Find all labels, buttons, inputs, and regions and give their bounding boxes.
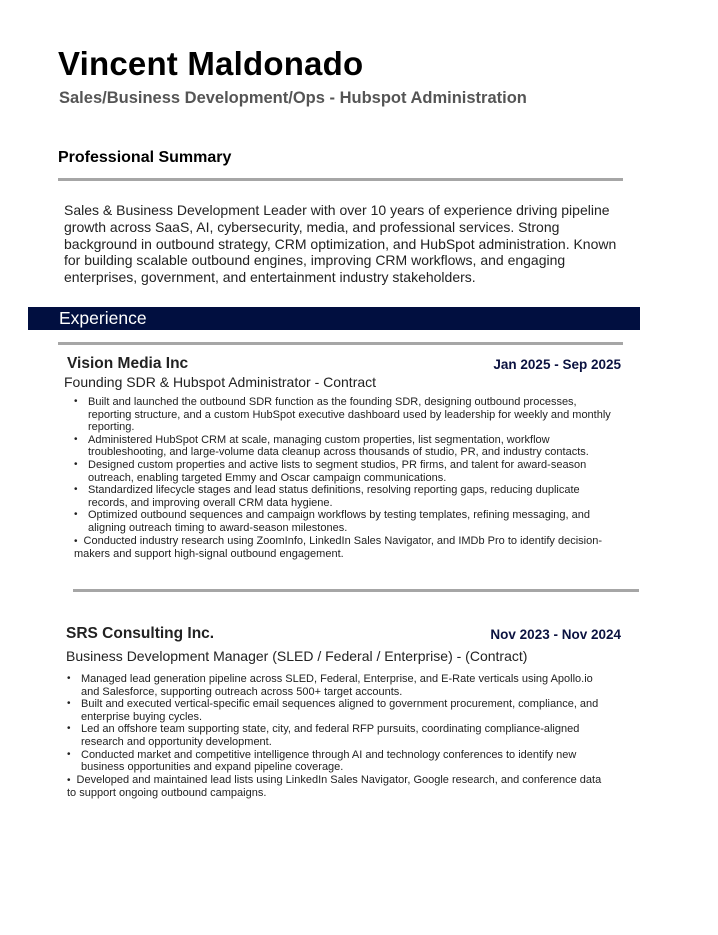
job-bullet: • Built and launched the outbound SDR function as the founding SDR, designing outbound processes, reporting structure, and a custom HubSpot executive dashboard used by leadership for weekly and monthly reporting. — [74, 396, 611, 434]
experience-section-band — [28, 307, 640, 330]
summary-text: Sales & Business Development Leader with over 10 years of experience driving pipeline growth across SaaS, AI, cybersecurity, media, and professional services. Strong background in outbound strategy, CRM optimization, and HubSpot administration. Known for building scalable outbound engines, improving CRM workflows, and engaging enterprises, government, and entertainment industry stakeholders. — [64, 202, 617, 286]
bullet-icon: • — [67, 748, 71, 760]
job-bullet: • Led an offshore team supporting state, city, and federal RFP pursuits, coordinating compliance-aligned research and opportunity development. — [67, 723, 580, 748]
job-bullet: • Managed lead generation pipeline across SLED, Federal, Enterprise, and E-Rate verticals using Apollo.io and Salesforce, supporting outreach across 500+ target accounts. — [67, 673, 593, 698]
summary-heading: Professional Summary — [58, 149, 232, 166]
candidate-subtitle: Sales/Business Development/Ops - Hubspot Administration — [59, 89, 527, 107]
bullet-icon: • — [67, 698, 71, 710]
job-bullet: • Standardized lifecycle stages and lead status definitions, resolving reporting gaps, reducing duplicate records, and improving overall CRM data hygiene. — [74, 484, 580, 509]
job-bullet: • Optimized outbound sequences and campaign workflows by testing templates, refining messaging, and aligning outreach timing to award-season milestones. — [74, 509, 591, 534]
bullet-icon: • — [74, 458, 78, 470]
job-bullet-list — [74, 396, 614, 561]
bullet-icon: • — [67, 723, 71, 735]
job-bullet: • Built and executed vertical-specific email sequences aligned to government procurement, compliance, and enterprise buying cycles. — [67, 698, 599, 723]
bullet-icon: • — [74, 509, 78, 521]
job-bullet-list — [67, 673, 612, 800]
bullet-icon: • — [67, 774, 71, 786]
experience-heading: Experience — [59, 308, 147, 328]
candidate-name: Vincent Maldonado — [58, 45, 364, 82]
job-dates: Jan 2025 - Sep 2025 — [493, 357, 621, 372]
job-bullet: • Conducted industry research using ZoomInfo, LinkedIn Sales Navigator, and IMDb Pro to identify decision-makers and support high-signal outbound engagement. — [74, 534, 603, 561]
job-company: SRS Consulting Inc. — [66, 625, 215, 642]
bullet-icon: • — [67, 673, 71, 684]
bullet-icon: • — [74, 535, 78, 547]
job-dates: Nov 2023 - Nov 2024 — [490, 627, 621, 642]
job-role: Business Development Manager (SLED / Federal / Enterprise) - (Contract) — [66, 648, 528, 664]
summary-divider — [58, 178, 623, 181]
job-bullet: • Administered HubSpot CRM at scale, managing custom properties, list segmentation, workflow troubleshooting, and large-volume data cleanup across thousands of studio, PR, and industry contacts. — [74, 433, 589, 459]
job-role: Founding SDR & Hubspot Administrator - Contract — [64, 374, 377, 390]
job-divider — [73, 589, 639, 592]
bullet-icon: • — [74, 484, 78, 496]
bullet-icon: • — [74, 433, 78, 445]
job-bullet: • Designed custom properties and active lists to segment studios, PR firms, and talent for award-season outreach, enabling targeted Emmy and Oscar campaign communications. — [74, 458, 587, 484]
job-bullet: • Conducted market and competitive intelligence through AI and technology conferences to identify new business opportunities and expand pipeline coverage. — [67, 748, 577, 774]
job-bullet: • Developed and maintained lead lists using LinkedIn Sales Navigator, Google research, and conference data to support ongoing outbound campaigns. — [67, 773, 602, 800]
job-company: Vision Media Inc — [67, 355, 189, 372]
experience-divider — [58, 342, 623, 345]
bullet-icon: • — [74, 396, 78, 407]
